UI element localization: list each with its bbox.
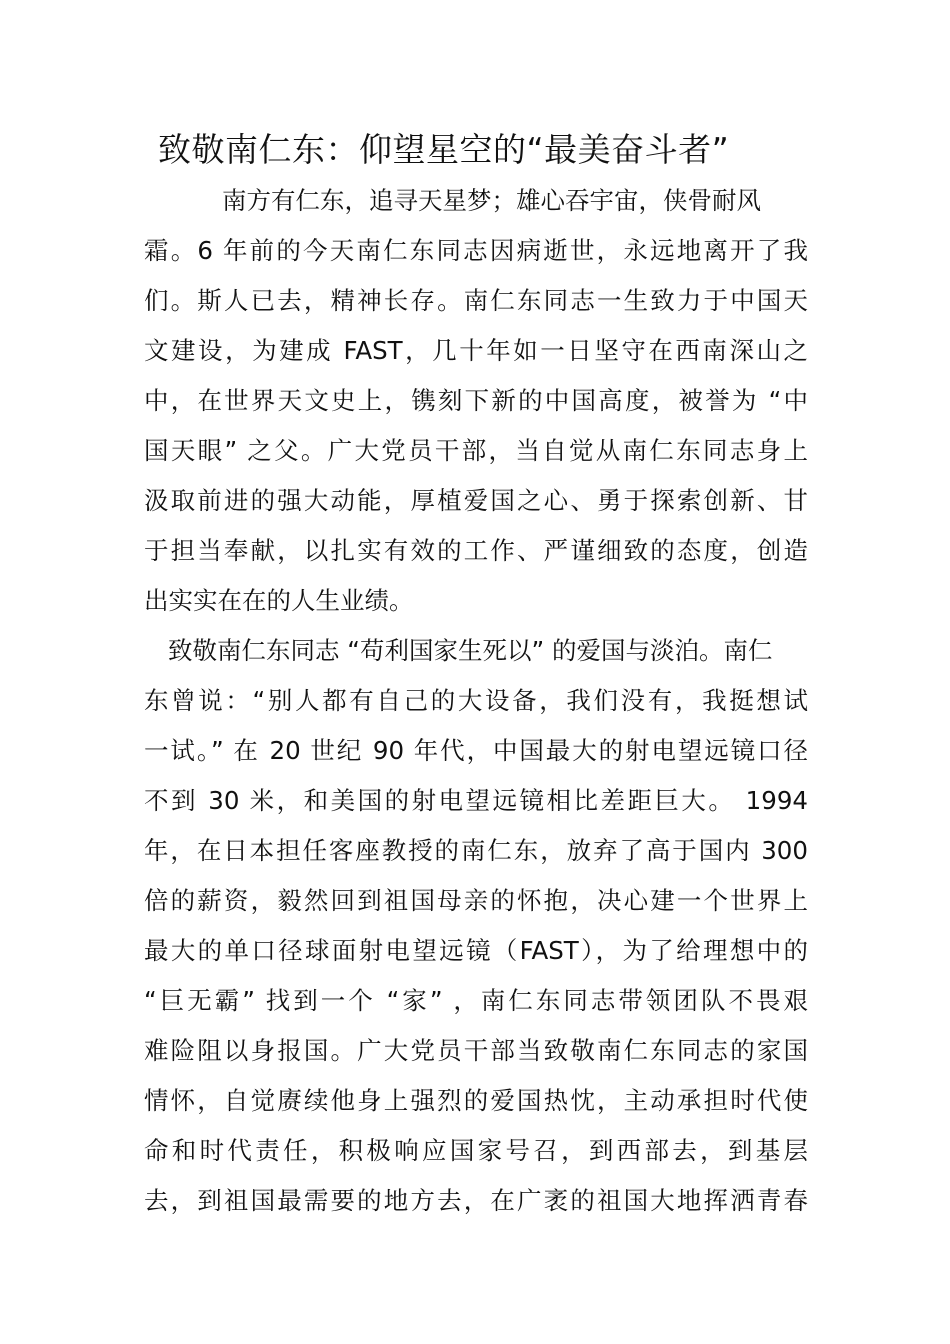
paragraph-line: 命和时代责任，积极响应国家号召，到西部去，到基层 [144, 1136, 808, 1165]
paragraph-line: 出实实在在的人生业绩。 [144, 586, 414, 615]
paragraph-line: 情怀，自觉赓续他身上强烈的爱国热忱，主动承担时代使 [144, 1086, 808, 1115]
paragraph-line: 不到 30 米，和美国的射电望远镜相比差距巨大。 1994 [144, 786, 808, 815]
paragraph-line: 霜。6 年前的今天南仁东同志因病逝世，永远地离开了我 [144, 236, 808, 265]
document-body [144, 176, 808, 1226]
paragraph-line: 倍的薪资，毅然回到祖国母亲的怀抱，决心建一个世界上 [144, 886, 808, 915]
paragraph-line: 汲取前进的强大动能，厚植爱国之心、勇于探索创新、甘 [144, 486, 808, 515]
document-title: 致敬南仁东：仰望星空的“最美奋斗者” [158, 130, 730, 169]
paragraph-line: 文建设，为建成 FAST，几十年如一日坚守在西南深山之 [144, 336, 808, 365]
paragraph-line: 最大的单口径球面射电望远镜（FAST），为了给理想中的 [144, 936, 808, 965]
paragraph-line: 东曾说：“别人都有自己的大设备，我们没有，我挺想试 [144, 686, 808, 715]
paragraph-line: 年，在日本担任客座教授的南仁东，放弃了高于国内 300 [144, 836, 808, 865]
paragraph-line: 中，在世界天文史上，镌刻下新的中国高度，被誉为 “中 [144, 386, 808, 415]
paragraph-line: 致敬南仁东同志 “苟利国家生死以” 的爱国与淡泊。南仁 [168, 636, 773, 665]
paragraph-line: 南方有仁东，追寻天星梦；雄心吞宇宙，侠骨耐风 [222, 186, 761, 215]
paragraph-2 [144, 626, 808, 1226]
paragraph-line: 难险阻以身报国。广大党员干部当致敬南仁东同志的家国 [144, 1036, 808, 1065]
paragraph-line: 一试。” 在 20 世纪 90 年代，中国最大的射电望远镜口径 [144, 736, 808, 765]
paragraph-line: 们。斯人已去，精神长存。南仁东同志一生致力于中国天 [144, 286, 808, 315]
paragraph-line: 国天眼” 之父。广大党员干部，当自觉从南仁东同志身上 [144, 436, 808, 465]
paragraph-line: “巨无霸” 找到一个 “家” ，南仁东同志带领团队不畏艰 [144, 986, 808, 1015]
paragraph-1 [144, 176, 808, 626]
paragraph-line: 去，到祖国最需要的地方去，在广袤的祖国大地挥洒青春 [144, 1186, 808, 1215]
paragraph-line: 于担当奉献，以扎实有效的工作、严谨细致的态度，创造 [144, 536, 808, 565]
